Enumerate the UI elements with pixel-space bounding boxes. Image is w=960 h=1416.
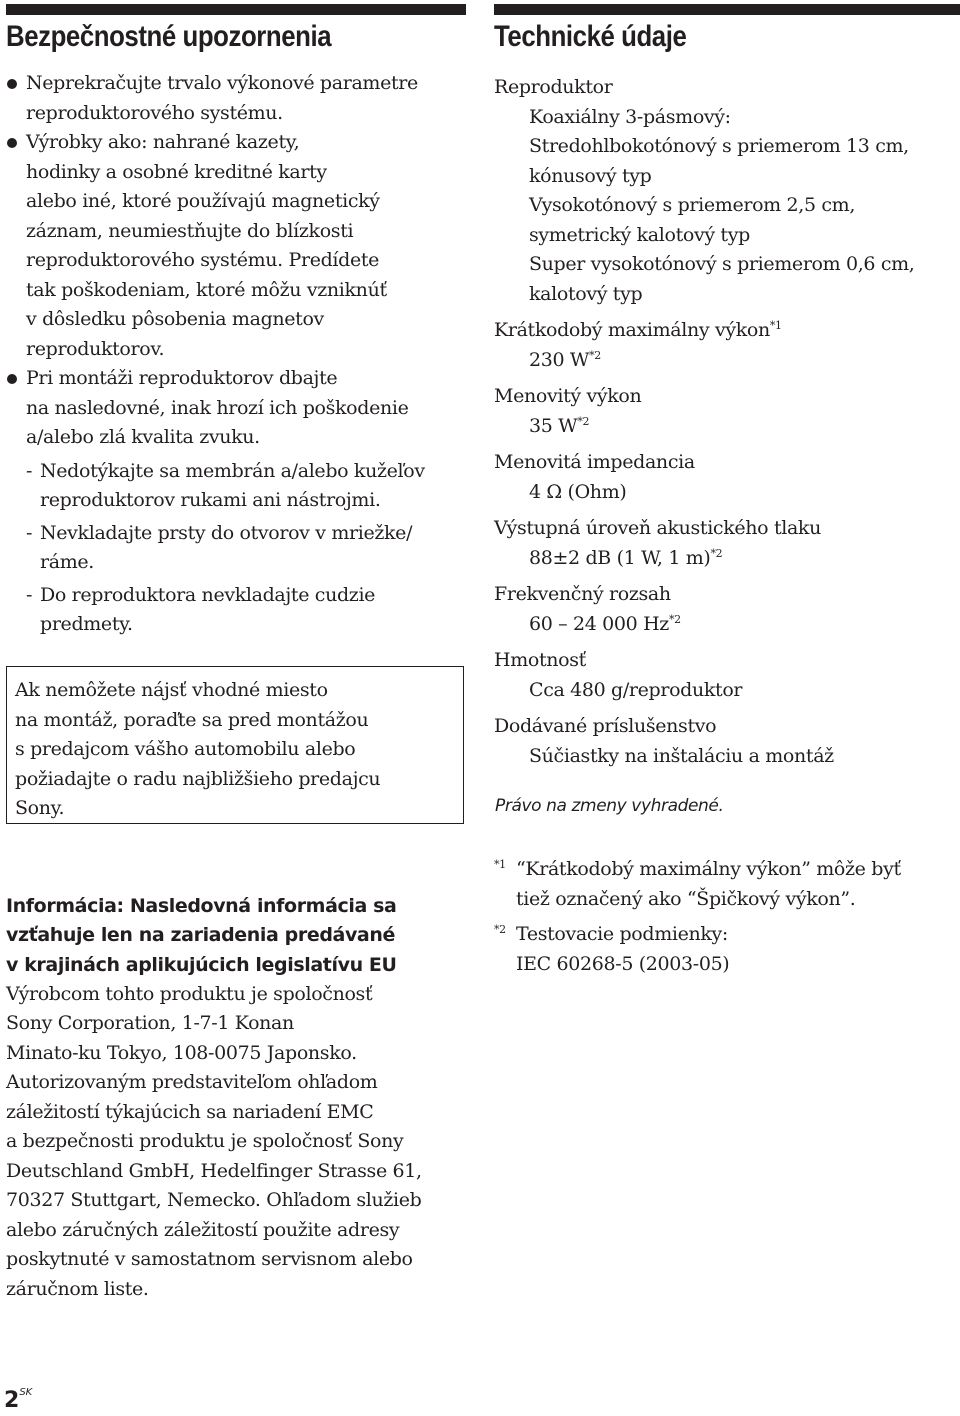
eu-info-body: Výrobcom tohto produktu je spoločnosť Sony Corporation, 1-7-1 Konan Minato-ku Tokyo, 108-0075 Japonsko. Autorizovaným predstaviteľom ohľadom záležitostí týkajúcich sa nariadení EMC a bezpečnosti produktu je spoločnosť Sony Deutschland GmbH, Hedelfinger Strasse 61, 70327 Stuttgart, Nemecko. Ohľadom služieb alebo záručných záležitostí použite adresy poskytnuté v samostatnom servisnom alebo záručnom liste. (6, 982, 422, 1300)
footnote-1: $^{*1}$ “Krátkodobý maximálny výkon” môže byť tiež označený ako “Špičkový výkon”. (494, 858, 901, 910)
footnote-2: $^{*2}$ Testovacie podmienky: IEC 60268-5 (2003-05) (494, 923, 730, 975)
spl-value: 88±2 dB (1 W, 1 m)$^{*2}$ (529, 546, 723, 569)
mass-label: Hmotnosť (494, 649, 586, 671)
speaker-label: Reproduktor (494, 76, 613, 98)
frequency-value: 60 – 24 000 Hz$^{*2}$ (529, 612, 681, 635)
dealer-notice-box: Ak nemôžete nájsť vhodné miesto na montáž, poraďte sa pred montážou s predajcom vášho automobilu alebo požiadajte o radu najbližšieho predajcu Sony. (6, 666, 464, 824)
footnotes (494, 855, 901, 979)
peak-power-label: Krátkodobý maximálny výkon$^{*1}$ (494, 319, 782, 341)
mass-value: Cca 480 g/reproduktor (529, 678, 743, 701)
page-number: $2^{SK}$ (4, 1387, 33, 1413)
specifications-list: Reproduktor Koaxiálny 3-pásmový: Stredohlbokotónový s priemerom 13 cm, kónusový typ Vysokotónový s priemerom 2,5 cm, symetrický kalotový typ Super vysokotónový s priemerom 0,6 cm, kalotový typ Krátkodobý maximálny výkon$^{*1}$ 230 $W^{*2}$ Menovitý výkon 35 $W^{*2}$ Menovitá impedancia 4 Ω (Ohm) Výstupná úroveň akustického tlaku 88±2 dB (1 W, 1 m)$^{*2}$ Frekvenčný rozsah 60 – 24 000 Hz$^{*2}$ Hmotnosť Cca 480 g/reproduktor Dodávané príslušenstvo Súčiastky na inštaláciu a montáž (494, 73, 960, 771)
bullet-dot-icon (7, 79, 17, 89)
specifications-heading: Technické údaje (494, 20, 687, 53)
sub-item: - Nevkladajte prsty do otvorov v mriežke/ ráme. (26, 521, 413, 573)
accessories-label: Dodávané príslušenstvo (494, 715, 717, 737)
bullet-dot-icon (7, 138, 17, 148)
safety-bullet-list (6, 69, 466, 453)
bullet-item: Pri montáži reproduktorov dbajte na nasledovné, inak hrozí ich poškodenie a/alebo zlá kvalita zvuku. (6, 364, 466, 453)
peak-power-value: 230 $W^{*2}$ (529, 348, 601, 371)
safety-heading: Bezpečnostné upozornenia (6, 20, 332, 53)
safety-section (6, 69, 466, 640)
impedance-value: 4 Ω (Ohm) (529, 480, 627, 503)
eu-info-section (6, 892, 466, 1304)
eu-info-heading: Informácia: Nasledovná informácia sa vzťahuje len na zariadenia predávané v krajinách aplikujúcich legislatívu EU (6, 895, 397, 976)
left-heading-rule (6, 4, 466, 15)
rated-power-value: 35 $W^{*2}$ (529, 414, 590, 437)
accessories-value: Súčiastky na inštaláciu a montáž (529, 744, 834, 767)
impedance-label: Menovitá impedancia (494, 451, 695, 473)
mounting-sub-list (6, 457, 466, 640)
sub-item: - Nedotýkajte sa membrán a/alebo kužeľov reproduktorov rukami ani nástrojmi. (26, 459, 425, 511)
spl-label: Výstupná úroveň akustického tlaku (494, 517, 821, 539)
frequency-label: Frekvenčný rozsah (494, 583, 671, 605)
bullet-item: Výrobky ako: nahrané kazety, hodinky a osobné kreditné karty alebo iné, ktoré používajú magnetický záznam, neumiestňujte do blízkosti reproduktorového systému. Predídete tak poškodeniam, ktoré môžu vzniknúť v dôsledku pôsobenia magnetov reproduktorov. (6, 128, 466, 364)
disclaimer-note: Právo na zmeny vyhradené. (495, 796, 724, 816)
right-heading-rule (494, 4, 960, 15)
sub-item: - Do reproduktora nevkladajte cudzie predmety. (26, 583, 376, 635)
bullet-item: Neprekračujte trvalo výkonové parametre reproduktorového systému. (6, 69, 466, 128)
bullet-dot-icon (7, 374, 17, 384)
rated-power-label: Menovitý výkon (494, 385, 642, 407)
